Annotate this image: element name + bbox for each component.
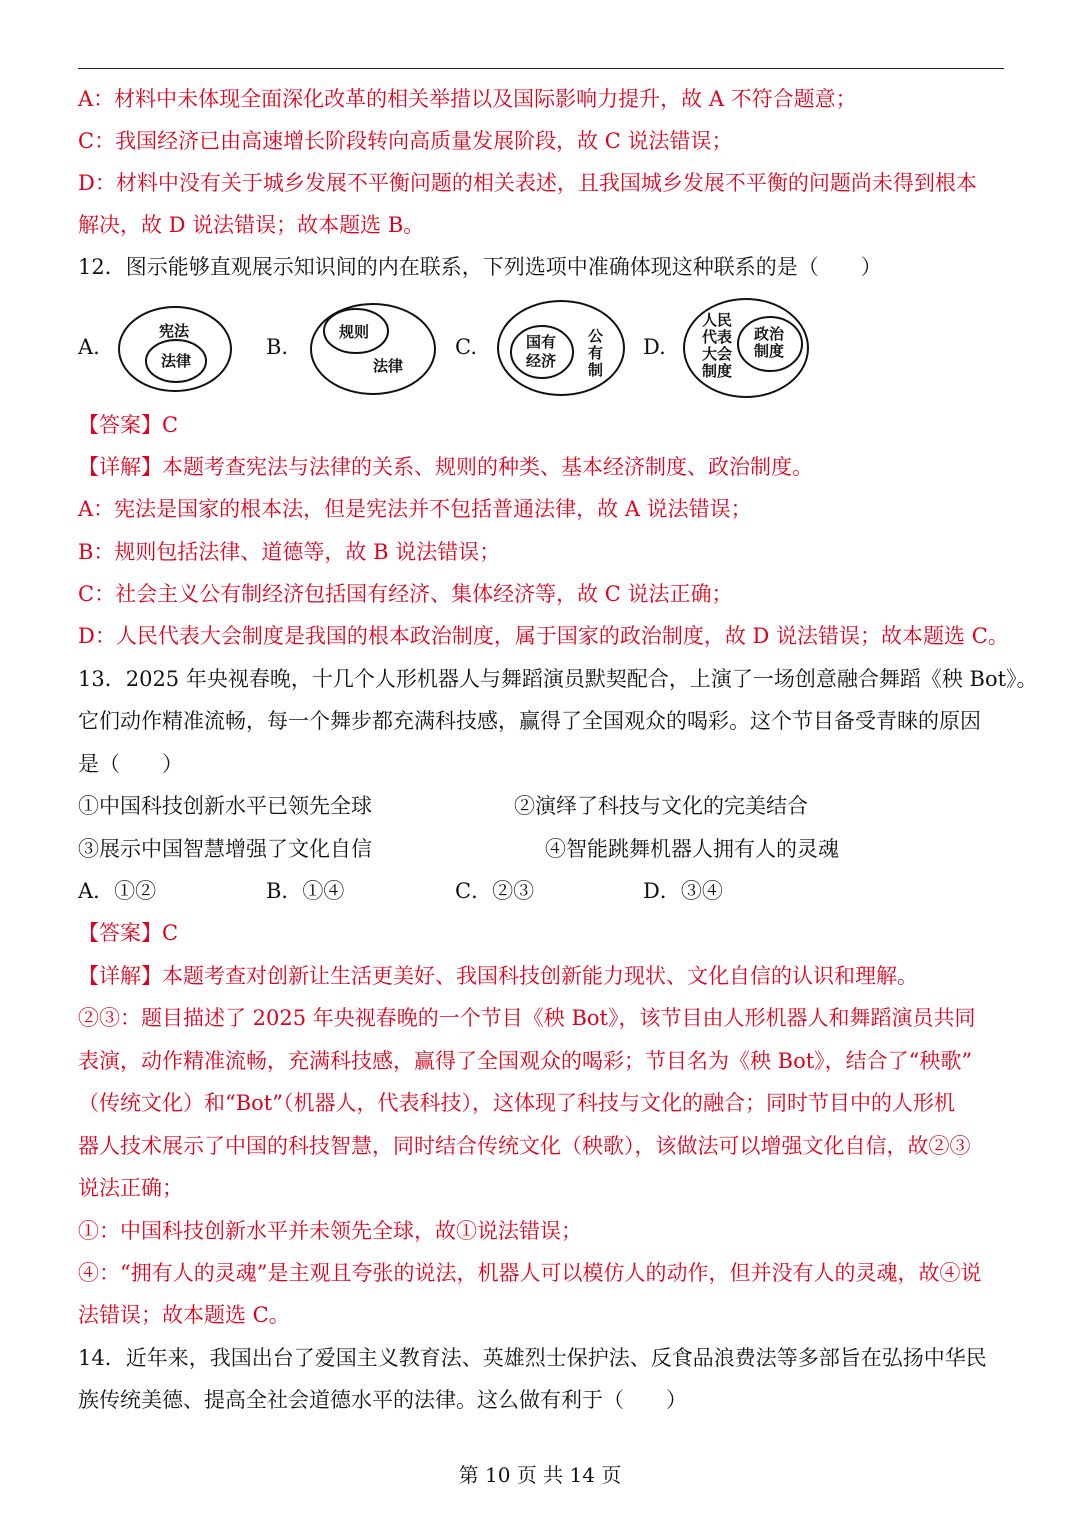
q12-d-outer-text-2: 代表	[702, 328, 733, 346]
q13-explanation-line8: 法错误；故本题选 C。	[78, 1303, 290, 1327]
q13-explanation-line4: 器人技术展示了中国的科技智慧，同时结合传统文化（秧歌），该做法可以增强文化自信，故②③	[78, 1134, 971, 1158]
q12-option-d-label: D.	[643, 335, 666, 359]
q13-explanation-line2: 表演，动作精准流畅，充满科技感，赢得了全国观众的喝彩；节目名为《秧 Bot》，结合了“秧歌”	[78, 1049, 973, 1073]
q12-c-outer-text-2: 有	[588, 344, 604, 362]
q12-a-outer-text: 宪法	[159, 322, 190, 340]
q13-stem-line1: 13．2025 年央视春晚，十几个人形机器人与舞蹈演员默契配合，上演了一场创意融合舞蹈《秧 Bot》。	[78, 667, 1038, 691]
q12-b-inner-text: 规则	[339, 323, 370, 341]
q13-explanation-line6: ①：中国科技创新水平并未领先全球，故①说法错误；	[78, 1219, 582, 1243]
q12-d-inner-text-2: 制度	[754, 342, 785, 360]
q13-explanation-line7: ④：“拥有人的灵魂”是主观且夸张的说法，机器人可以模仿人的动作，但并没有人的灵魂，故④说	[78, 1261, 982, 1285]
q14-stem-line1: 14．近年来，我国出台了爱国主义教育法、英雄烈士保护法、反食品浪费法等多部旨在弘扬中华民	[78, 1346, 987, 1370]
q11-explanation-a: A：材料中未体现全面深化改革的相关举措以及国际影响力提升，故 A 不符合题意；	[78, 87, 857, 111]
q11-explanation-d-line2: 解决，故 D 说法错误；故本题选 B。	[78, 213, 425, 237]
q12-a-inner-text: 法律	[161, 352, 192, 370]
q12-diagram-a	[115, 302, 235, 396]
q12-detail: 【详解】本题考查宪法与法律的关系、规则的种类、基本经济制度、政治制度。	[78, 455, 813, 479]
q12-c-inner-text-1: 国有	[526, 333, 557, 351]
q13-statement-2: ②演绎了科技与文化的完美结合	[514, 794, 808, 818]
q12-explanation-b: B：规则包括法律、道德等，故 B 说法错误；	[78, 540, 501, 564]
q12-explanation-c: C：社会主义公有制经济包括国有经济、集体经济等，故 C 说法正确；	[78, 582, 733, 606]
q12-diagram-c	[494, 298, 628, 398]
q13-detail: 【详解】本题考查对创新让生活更美好、我国科技创新能力现状、文化自信的认识和理解。	[78, 964, 918, 988]
q12-c-inner-text-2: 经济	[526, 352, 557, 370]
q13-stem-line2: 它们动作精准流畅，每一个舞步都充满科技感，赢得了全国观众的喝彩。这个节目备受青睐的原因	[78, 709, 981, 733]
q12-diagram-d	[680, 296, 812, 400]
q13-explanation-line3: （传统文化）和“Bot”（机器人，代表科技），这体现了科技与文化的融合；同时节目中的人形机	[78, 1091, 955, 1115]
q12-diagram-b	[307, 300, 439, 398]
q12-answer: 【答案】C	[78, 413, 179, 437]
q13-statement-4: ④智能跳舞机器人拥有人的灵魂	[545, 837, 839, 861]
q13-stem-line3: 是（ ）	[78, 752, 183, 776]
q13-choice-d: D．③④	[643, 879, 723, 903]
page-footer: 第 10 页 共 14 页	[458, 1463, 622, 1487]
q13-choice-b: B．①④	[266, 879, 345, 903]
q12-c-outer-text-1: 公	[588, 327, 604, 345]
q13-statement-3: ③展示中国智慧增强了文化自信	[78, 837, 372, 861]
q12-explanation-d: D：人民代表大会制度是我国的根本政治制度，属于国家的政治制度，故 D 说法错误；故本题选 C。	[78, 624, 1009, 648]
q13-choice-c: C．②③	[455, 879, 535, 903]
q13-answer: 【答案】C	[78, 921, 179, 945]
q12-d-inner-text-1: 政治	[754, 325, 785, 343]
q14-stem-line2: 族传统美德、提高全社会道德水平的法律。这么做有利于（ ）	[78, 1388, 687, 1412]
q11-explanation-d-line1: D：材料中没有关于城乡发展不平衡问题的相关表述，且我国城乡发展不平衡的问题尚未得到根本	[78, 171, 977, 195]
header-rule	[78, 68, 1004, 69]
q13-explanation-line5: 说法正确；	[78, 1176, 183, 1200]
q12-option-a-label: A.	[78, 335, 100, 359]
q12-b-outer-text: 法律	[373, 357, 404, 375]
q12-d-outer-text-3: 大会	[702, 345, 733, 363]
q12-explanation-a: A：宪法是国家的根本法，但是宪法并不包括普通法律，故 A 说法错误；	[78, 497, 752, 521]
q13-choice-a: A．①②	[78, 879, 157, 903]
q12-d-outer-text-4: 制度	[702, 362, 733, 380]
q13-explanation-line1: ②③：题目描述了 2025 年央视春晚的一个节目《秧 Bot》，该节目由人形机器人和舞蹈演员共同	[78, 1006, 976, 1030]
q11-explanation-c: C：我国经济已由高速增长阶段转向高质量发展阶段，故 C 说法错误；	[78, 129, 733, 153]
q12-c-outer-text-3: 制	[588, 361, 604, 379]
q12-stem: 12．图示能够直观展示知识间的内在联系，下列选项中准确体现这种联系的是（ ）	[78, 255, 882, 279]
q12-d-outer-text-1: 人民	[702, 311, 733, 329]
q12-option-b-label: B.	[266, 335, 289, 359]
q13-statement-1: ①中国科技创新水平已领先全球	[78, 794, 372, 818]
q12-option-c-label: C.	[455, 335, 477, 359]
